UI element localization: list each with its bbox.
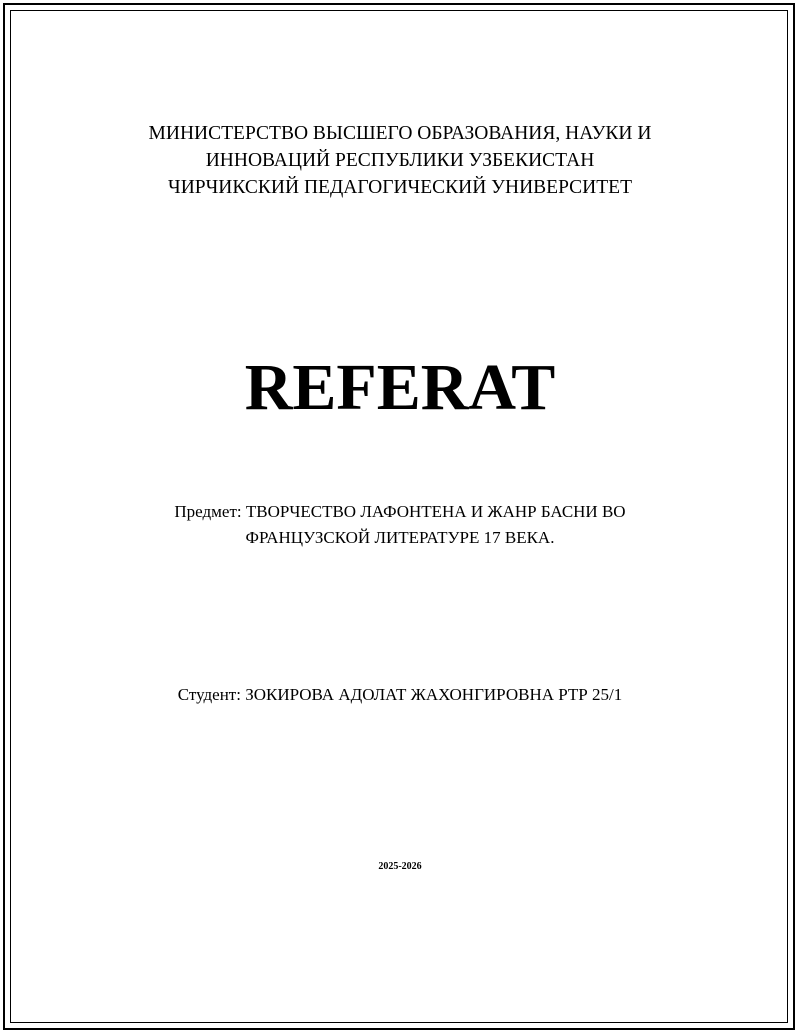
subject-block	[0, 499, 800, 551]
document-title: REFERAT	[244, 351, 556, 424]
institution-header	[0, 120, 800, 201]
student-line: Студент: ЗОКИРОВА АДОЛАТ ЖАХОНГИРОВНА РТР 25/1	[177, 685, 623, 704]
header-line-republic: ИННОВАЦИЙ РЕСПУБЛИКИ УЗБЕКИСТАН	[205, 150, 595, 171]
header-line-university: ЧИРЧИКСКИЙ ПЕДАГОГИЧЕСКИЙ УНИВЕРСИТЕТ	[168, 177, 632, 198]
academic-year: 2025-2026	[378, 861, 422, 872]
header-line-ministry: МИНИСТЕРСТВО ВЫСШЕГО ОБРАЗОВАНИЯ, НАУКИ И	[148, 123, 652, 144]
subject-line-2: ФРАНЦУЗСКОЙ ЛИТЕРАТУРЕ 17 ВЕКА.	[245, 528, 555, 547]
subject-line-1: Предмет: ТВОРЧЕСТВО ЛАФОНТЕНА И ЖАНР БАСНИ ВО	[174, 502, 626, 521]
